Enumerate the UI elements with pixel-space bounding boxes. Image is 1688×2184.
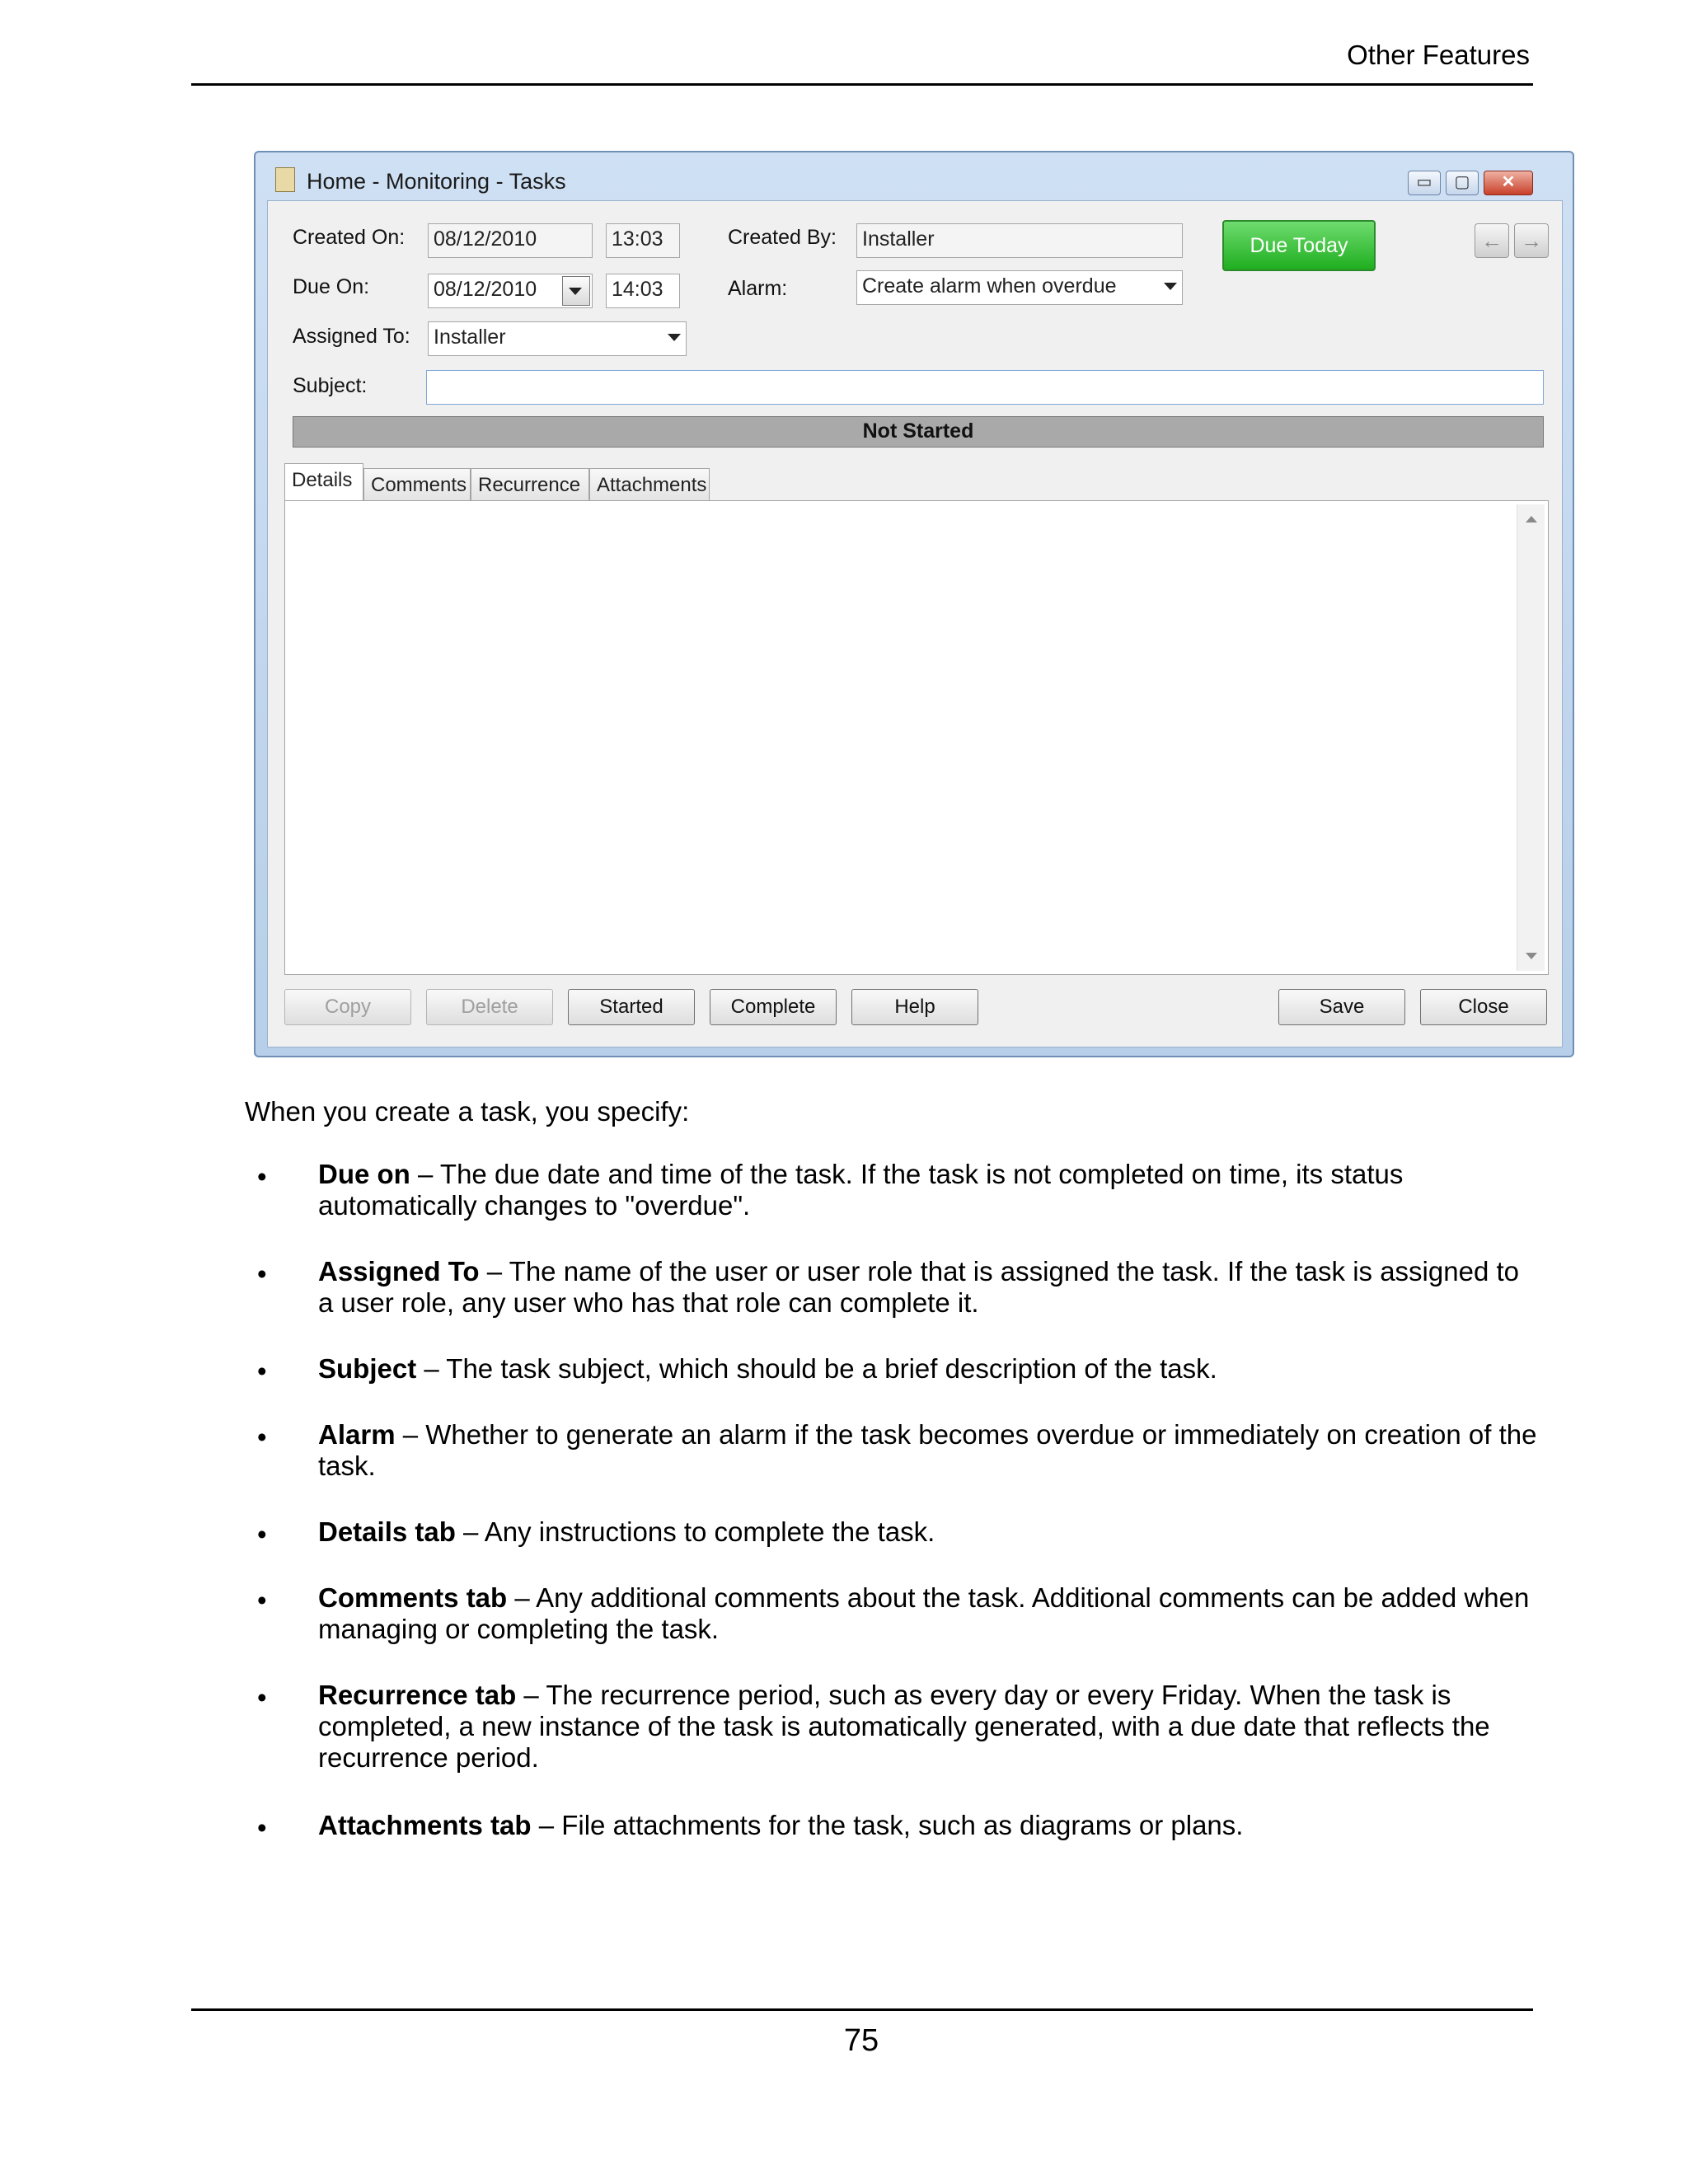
bullet-term: Due on	[318, 1159, 410, 1189]
bullet-term: Recurrence tab	[318, 1680, 517, 1710]
bullet-term: Alarm	[318, 1419, 396, 1450]
running-header: Other Features	[1347, 40, 1530, 70]
maximize-button[interactable]: ▢	[1446, 171, 1479, 195]
help-button[interactable]: Help	[851, 989, 978, 1025]
bullet-term: Attachments tab	[318, 1810, 532, 1840]
assigned-to-label: Assigned To:	[293, 325, 410, 348]
bullet-term: Assigned To	[318, 1256, 480, 1286]
tasks-window	[254, 151, 1574, 1057]
close-window-button[interactable]: ✕	[1484, 171, 1533, 195]
bullet-comments-tab	[318, 1582, 1538, 1645]
chevron-down-icon	[1164, 283, 1177, 290]
previous-arrow-icon[interactable]: ←	[1475, 223, 1509, 258]
bullet-term: Comments tab	[318, 1582, 508, 1613]
bullet-term: Subject	[318, 1353, 417, 1384]
bullet-marker: •	[257, 1161, 267, 1192]
bullet-alarm	[318, 1419, 1538, 1482]
due-on-date-value: 08/12/2010	[434, 278, 537, 301]
bullet-description: – File attachments for the task, such as diagrams or plans.	[531, 1810, 1244, 1840]
window-title: Home - Monitoring - Tasks	[307, 169, 566, 194]
started-button[interactable]: Started	[568, 989, 695, 1025]
scroll-up-icon[interactable]	[1526, 516, 1537, 523]
tab-attachments[interactable]: Attachments	[589, 468, 710, 501]
scroll-down-icon[interactable]	[1526, 953, 1537, 959]
bullet-subject	[318, 1353, 1538, 1385]
details-text-area[interactable]	[284, 500, 1549, 975]
complete-button[interactable]: Complete	[710, 989, 837, 1025]
chevron-down-icon	[569, 288, 582, 295]
bullet-description: – The task subject, which should be a brief description of the task.	[416, 1353, 1217, 1384]
bullet-recurrence-tab	[318, 1680, 1538, 1774]
footer-rule	[191, 2008, 1533, 2011]
bullet-term: Details tab	[318, 1516, 456, 1547]
bullet-assigned-to	[318, 1256, 1538, 1319]
bullet-marker: •	[257, 1812, 267, 1843]
bullet-description: – Any additional comments about the task. Additional comments can be added when managing or completing the task.	[318, 1582, 1530, 1644]
tab-details[interactable]: Details	[284, 463, 363, 501]
created-on-label: Created On:	[293, 226, 406, 249]
save-button[interactable]: Save	[1278, 989, 1405, 1025]
due-today-button[interactable]: Due Today	[1222, 220, 1376, 271]
bullet-marker: •	[257, 1585, 267, 1615]
chevron-down-icon	[668, 334, 681, 341]
bullet-marker: •	[257, 1519, 267, 1549]
intro-paragraph: When you create a task, you specify:	[245, 1096, 690, 1127]
subject-input[interactable]	[426, 370, 1544, 405]
status-bar: Not Started	[293, 416, 1544, 448]
bullet-marker: •	[257, 1258, 267, 1289]
due-on-date-field[interactable]	[428, 274, 593, 308]
title-bar	[256, 152, 1573, 202]
tab-recurrence[interactable]: Recurrence	[471, 468, 589, 501]
created-by-label: Created By:	[728, 226, 837, 249]
delete-button[interactable]: Delete	[426, 989, 553, 1025]
assigned-to-select[interactable]	[428, 321, 687, 356]
bullet-description: – The name of the user or user role that is assigned the task. If the task is assigned to a user role, any user who has that role can complete it.	[318, 1256, 1519, 1318]
clipboard-icon	[275, 167, 295, 192]
page-number: 75	[843, 2023, 879, 2058]
alarm-label: Alarm:	[728, 277, 788, 300]
bullet-description: – The due date and time of the task. If the task is not completed on time, its status automatically changes to "overdue".	[318, 1159, 1404, 1221]
bullet-description: – The recurrence period, such as every day or every Friday. When the task is completed, a new instance of the task is automatically generated, with a due date that reflects the recurrence period.	[318, 1680, 1490, 1773]
bullet-attachments-tab	[318, 1810, 1538, 1841]
created-on-time-field: 13:03	[606, 223, 680, 258]
due-on-label: Due On:	[293, 275, 370, 298]
close-button[interactable]: Close	[1420, 989, 1547, 1025]
subject-label: Subject:	[293, 374, 368, 397]
due-on-time-field[interactable]: 14:03	[606, 274, 680, 308]
details-scrollbar[interactable]	[1517, 504, 1545, 971]
assigned-to-value: Installer	[434, 326, 506, 349]
header-rule	[191, 83, 1533, 86]
next-arrow-icon[interactable]: →	[1514, 223, 1549, 258]
bullet-description: – Any instructions to complete the task.	[455, 1516, 935, 1547]
bullet-details-tab	[318, 1516, 1538, 1548]
window-client-area	[267, 200, 1563, 1047]
minimize-button[interactable]: ▭	[1408, 171, 1441, 195]
alarm-select[interactable]	[856, 270, 1183, 305]
created-on-date-field: 08/12/2010	[428, 223, 593, 258]
bullet-marker: •	[257, 1682, 267, 1713]
bullet-due-on	[318, 1159, 1538, 1221]
bullet-description: – Whether to generate an alarm if the task becomes overdue or immediately on creation of the task.	[318, 1419, 1537, 1481]
date-picker-button[interactable]	[562, 276, 590, 306]
alarm-select-value: Create alarm when overdue	[862, 274, 1117, 298]
tab-comments[interactable]: Comments	[363, 468, 471, 501]
created-by-field: Installer	[856, 223, 1183, 258]
bullet-marker: •	[257, 1356, 267, 1386]
bullet-marker: •	[257, 1422, 267, 1452]
copy-button[interactable]: Copy	[284, 989, 411, 1025]
